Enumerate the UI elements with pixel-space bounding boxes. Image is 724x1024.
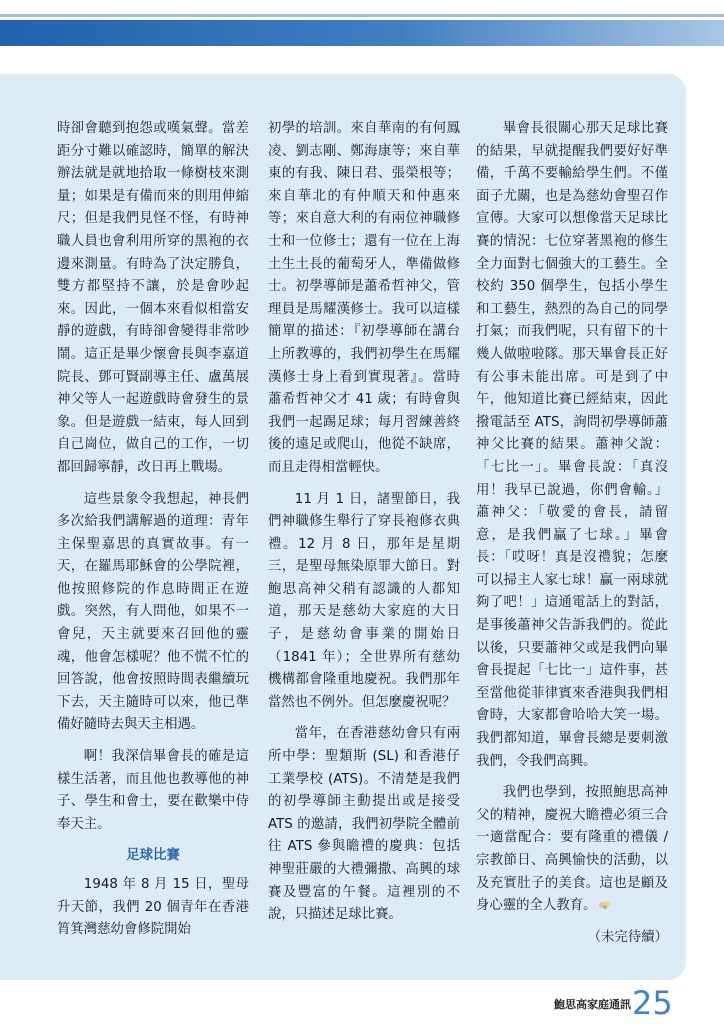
paragraph: 11 月 1 日，諸聖節日，我們神職修生舉行了穿長袍修衣典禮。12 月 8 日，那年是星期三，是聖母無染原罪大節日。對鮑思高神父稍有認識的人都知道，那天是慈幼大家庭的大日子，是慈幼會事業的開始日（1841 年）；全世界所有慈幼機構都會隆重地慶祝。我們那年當然也不例外。但怎麼慶祝呢？ <box>268 491 460 710</box>
paragraph-text: 我們也學到，按照鮑思高神父的精神，慶祝大瞻禮必須三合一適當配合：要有隆重的禮儀 / 宗教節日、高興愉快的活動，以及充實肚子的美食。這也是顧及身心靈的全人教育。 <box>476 785 668 914</box>
paragraph: 時卻會聽到抱怨或嘆氣聲。當差距分寸難以確認時，簡單的解決辦法就是就地拾取一條樹枝來測量；如果是有備而來的則用伸縮尺；但是我們見怪不怪，有時神職人員也會利用所穿的黑袍的衣邊來測量。有時為了決定勝負，雙方都堅持不讓，於是會吵起來。因此，一個本來看似相當安靜的遊戲，有時卻會變得非常吵鬧。這正是畢少懷會長與李嘉道院長、鄧可賢副導主任、盧萬展神父等人一起遊戲時會發生的景象。但是遊戲一結束，每人回到自己崗位，做自己的工作，一切都回歸寧靜，改日再上戰場。 <box>57 121 249 475</box>
header-accent-line <box>0 14 724 17</box>
column-3 <box>476 118 668 949</box>
flower-icon <box>597 899 613 911</box>
paragraph: 1948 年 8 月 15 日，聖母升天節，我們 20 個青年在香港筲箕灣慈幼會修院開始 <box>57 877 249 938</box>
page-number: 25 <box>632 984 673 1022</box>
column-2 <box>268 118 460 936</box>
paragraph: 初學的培訓。來自華南的有何鳳凌、劉志剛、鄭海康等；來自華東的有我、陳日君、張榮根等；來自華北的有仲順天和仲惠來等；來自意大利的有兩位神職修士和一位修士；還有一位在上海土生土長的葡萄牙人，準備做修士。初學導師是蕭希哲神父，管理員是馬耀漢修士。我可以這樣簡單的描述：『初學導師在講台上所教導的，我們初學生在馬耀漢修士身上看到實現著』。當時蕭希哲神父才 41 歲；有時會與我們一起踢足球；每月習練善終後的遠足或爬山，他從不缺席，而且走得相當輕快。 <box>268 121 460 475</box>
to-be-continued: （未完待續） <box>587 929 668 945</box>
paragraph: 啊！我深信畢會長的確是這樣生活著，而且他也教導他的神子、學生和會士，要在歡樂中侍奉天主。 <box>57 749 249 832</box>
section-heading: 足球比賽 <box>126 848 180 864</box>
paragraph: 當年，在香港慈幼會只有兩所中學：聖類斯 (SL) 和香港仔工業學校 (ATS)。不清楚是我們的初學導師主動提出或是接受 ATS 的邀請，我們初學院全體前往 ATS 參與瞻禮的慶典：包括神聖莊嚴的大禮彌撒、高興的球賽及豐富的午餐。這裡別的不說，只描述足球比賽。 <box>268 726 460 923</box>
paragraph <box>476 782 668 918</box>
publication-title: 鮑思高家庭通訊 <box>554 998 631 1011</box>
paragraph: 畢會長很關心那天足球比賽的結果，早就提醒我們要好好準備，千萬不要輸給學生們。不僅面子尤關，也是為慈幼會聖召作宣傳。大家可以想像當天足球比賽的情況：七位穿著黑袍的修生全力面對七個強大的工藝生。全校約 350 個學生，包括小學生和工藝生，熱烈的為自己的同學打氣；而我們呢，只有留下的十幾人做啦啦隊。那天畢會長正好有公事未能出席。可是到了中午，他知道比賽已經結束，因此撥電話至 ATS，詢問初學導師蕭神父比賽的結果。蕭神父說：「七比一」。畢會長說：「真沒用！我早已說過，你們會輸。」蕭神父：「敬愛的會長，請留意，是我們贏了七球。」畢會長：「哎呀！真是沒禮貌；怎麼可以掃主人家七球！贏一兩球就夠了吧！」這通電話上的對話，是事後蕭神父告訴我們的。從此以後，只要蕭神父或是我們向畢會長提起「七比一」這件事，甚至當他從菲律賓來香港與我們相會時，大家都會哈哈大笑一場。我們都知道，畢會長總是要刺激我們，令我們高興。 <box>476 121 668 769</box>
paragraph: 這些景象令我想起，神長們多次給我們講解過的道理：青年主保聖嘉思的真實故事。有一天，在羅馬耶穌會的公學院裡，他按照修院的作息時間正在遊戲。突然，有人問他，如果不一會兒，天主就要來召回他的靈魂，他會怎樣呢？他不慌不忙的回答說，他會按照時間表繼續玩下去，天主隨時可以來，他已準備好隨時去與天主相遇。 <box>57 491 249 733</box>
column-1 <box>57 118 249 951</box>
header-band <box>0 20 724 46</box>
